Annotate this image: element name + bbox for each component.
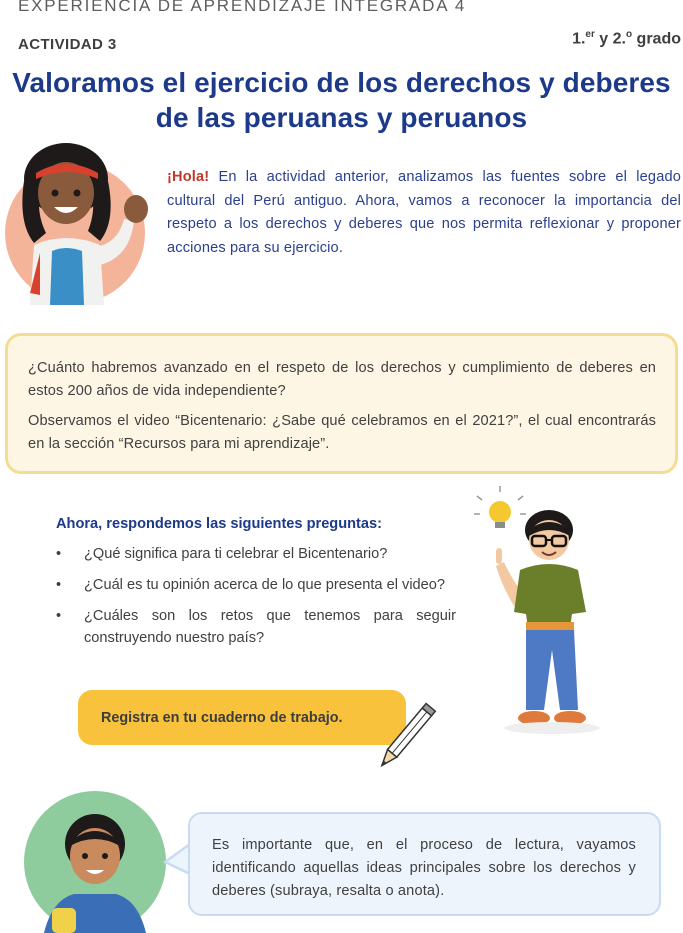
boy-reading-illustration: [22, 790, 168, 933]
intro-greeting: ¡Hola!: [167, 169, 210, 185]
tip-text: Es importante que, en el proceso de lectura, vayamos identificando aquellas ideas principales sobre los derechos y deberes (subraya, resalta o anota).: [212, 837, 636, 899]
register-notebook-note: [78, 690, 406, 745]
intro-text: En la actividad anterior, analizamos las fuentes sobre el legado cultural del Perú antiguo. Ahora, vamos a reconocer la importancia del respeto a los derechos y deberes que nos permita reflexionar y proponer acciones para su ejercicio.: [167, 169, 681, 256]
page-title-line-1: Valoramos el ejercicio de los derechos y deberes: [12, 67, 671, 98]
video-instruction: Observamos el video “Bicentenario: ¿Sabe qué celebramos en el 2021?”, el cual encontrarás en la sección “Recursos para mi aprendizaje”.: [28, 413, 656, 452]
questions-title: Ahora, respondemos las siguientes preguntas:: [56, 516, 383, 532]
page-title: [0, 65, 683, 135]
bullet-icon: •: [56, 546, 62, 562]
series-title: EXPERIENCIA DE APRENDIZAJE INTEGRADA 4: [18, 0, 467, 15]
reflection-question: ¿Cuánto habremos avanzado en el respeto de los derechos y cumplimiento de deberes en estos 200 años de vida independiente?: [28, 360, 656, 399]
lightbulb-icon: [474, 486, 526, 528]
list-item: • ¿Cuál es tu opinión acerca de lo que presenta el video?: [56, 574, 456, 596]
list-item: • ¿Qué significa para ti celebrar el Bicentenario?: [56, 543, 456, 565]
register-note-text: Registra en tu cuaderno de trabajo.: [101, 710, 343, 726]
grade-label: 1.$^{er}$ y 2.$^o$ grado: [572, 29, 681, 48]
activity-label: ACTIVIDAD 3: [18, 36, 117, 53]
intro-paragraph: [167, 166, 681, 260]
page-title-line-2: de las peruanas y peruanos: [155, 102, 528, 133]
boy-idea-illustration: [474, 486, 614, 742]
bullet-icon: •: [56, 608, 62, 624]
bullet-icon: •: [56, 577, 62, 593]
questions-list: [56, 543, 456, 658]
list-item: • ¿Cuáles son los retos que tenemos para seguir construyendo nuestro país?: [56, 605, 456, 649]
girl-waving-illustration: [0, 133, 160, 305]
pencil-icon: [372, 698, 438, 778]
